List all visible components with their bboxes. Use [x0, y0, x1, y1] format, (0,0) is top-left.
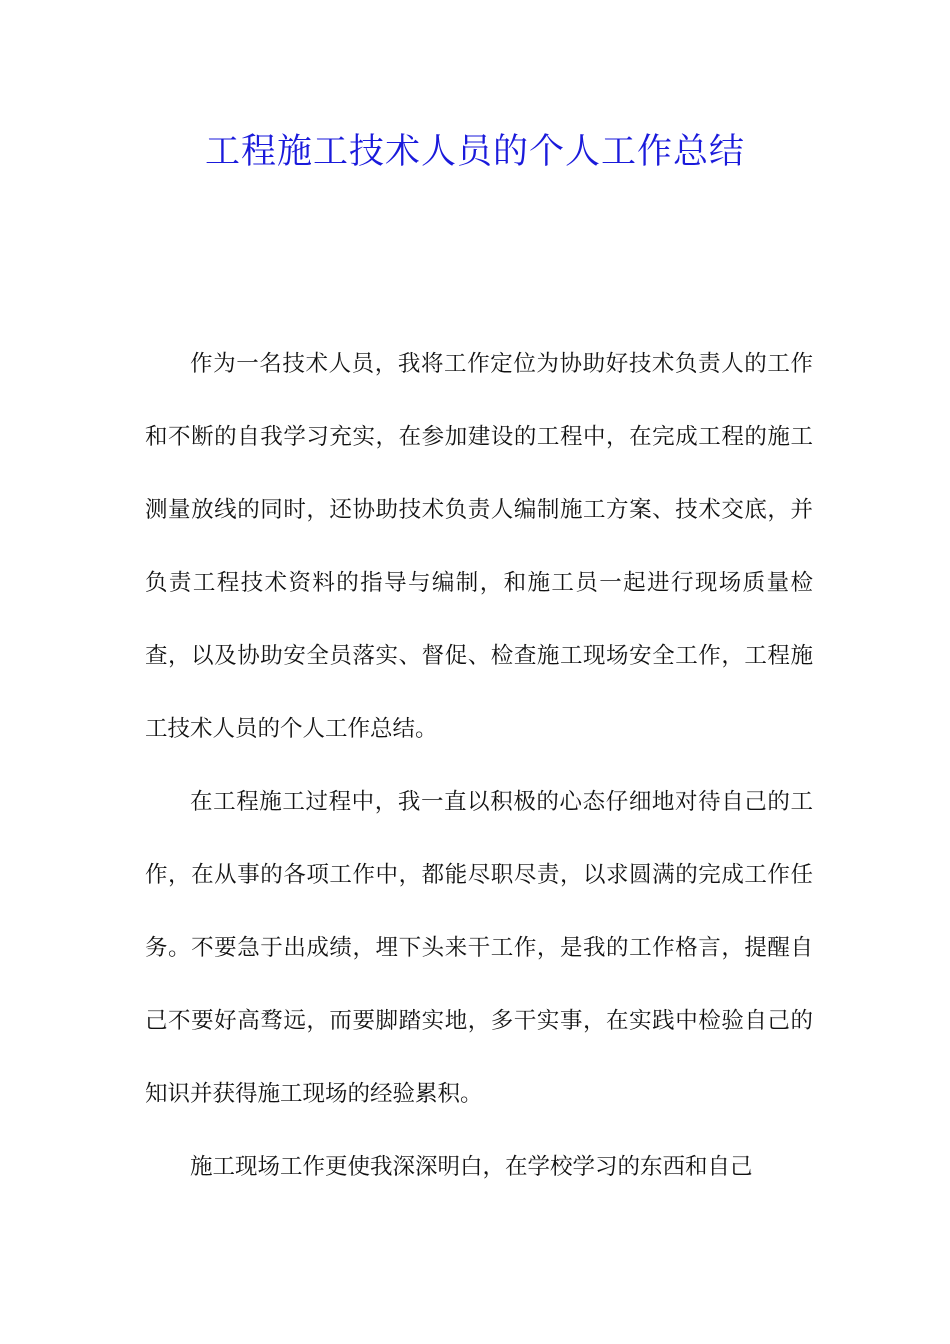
document-body	[145, 328, 813, 1204]
paragraph-2: 在工程施工过程中，我一直以积极的心态仔细地对待自己的工作，在从事的各项工作中，都能尽职尽责，以求圆满的完成工作任务。不要急于出成绩，埋下头来干工作，是我的工作格言，提醒自己不要好高骛远，而要脚踏实地，多干实事，在实践中检验自己的知识并获得施工现场的经验累积。	[145, 789, 813, 1107]
document-title: 工程施工技术人员的个人工作总结	[204, 132, 745, 172]
paragraph-3: 施工现场工作更使我深深明白，在学校学习的东西和自己	[190, 1154, 753, 1180]
paragraph-1: 作为一名技术人员，我将工作定位为协助好技术负责人的工作和不断的自我学习充实，在参加建设的工程中，在完成工程的施工测量放线的同时，还协助技术负责人编制施工方案、技术交底，并负责工程技术资料的指导与编制，和施工员一起进行现场质量检查，以及协助安全员落实、督促、检查施工现场安全工作，工程施工技术人员的个人工作总结。	[145, 351, 813, 742]
